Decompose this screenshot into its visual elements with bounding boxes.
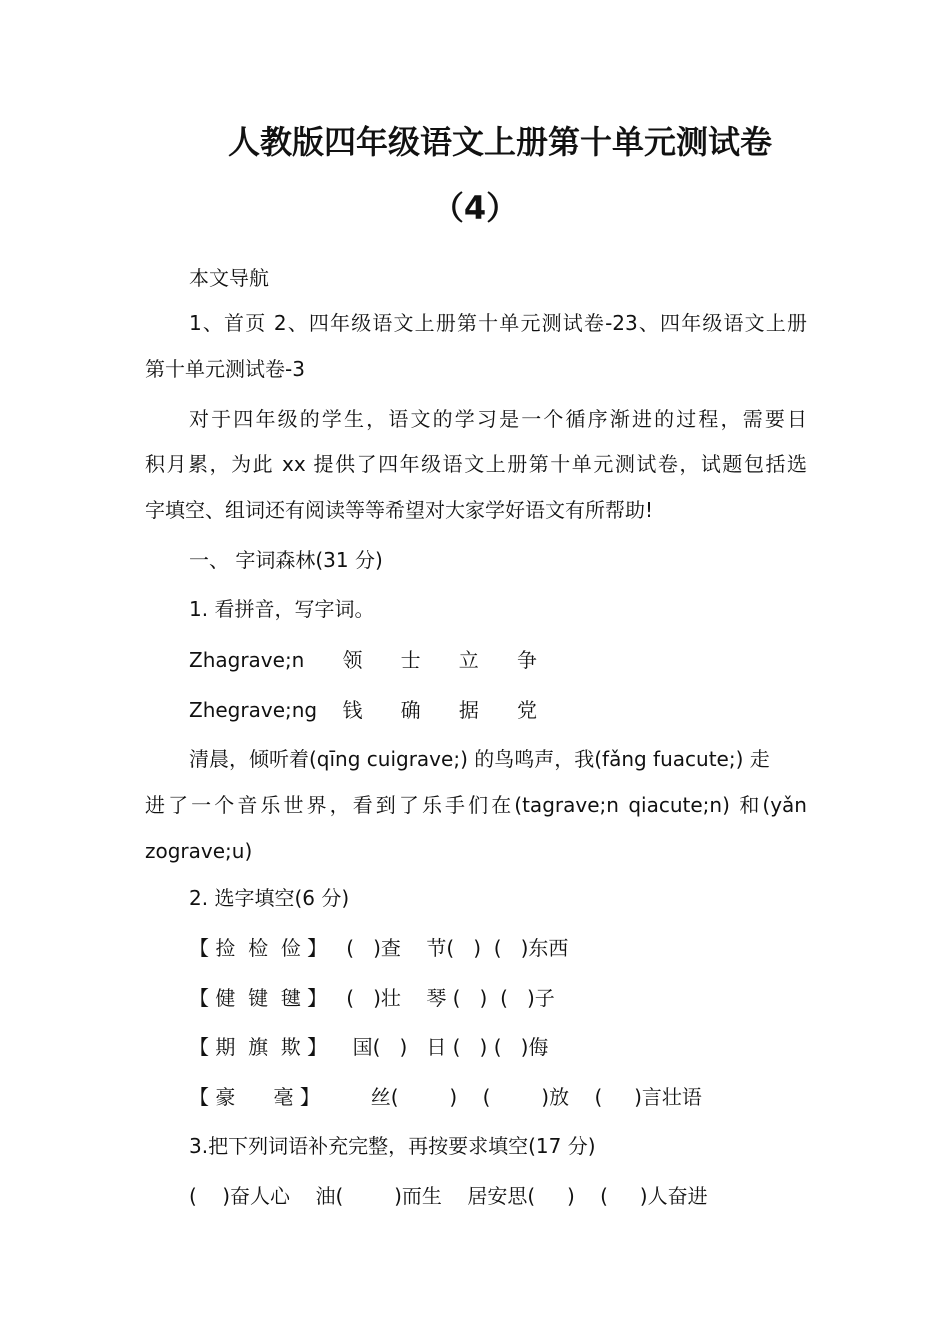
nav-links-line2[interactable]: 第十单元测试卷-3 (145, 357, 305, 381)
intro-line1: 对于四年级的学生，语文的学习是一个循序渐进的过程，需要日 (189, 407, 807, 431)
nav-heading: 本文导航 (189, 266, 269, 290)
q1-row2: Zhegrave;ng 钱 确 据 党 (189, 698, 537, 722)
q1-row1: Zhagrave;n 领 士 立 争 (189, 648, 537, 672)
q3-label: 3.把下列词语补充完整，再按要求填空(17 分) (189, 1134, 596, 1158)
q1-paragraph-line2: 进了一个音乐世界，看到了乐手们在(tagrave;n qiacute;n) 和(yǎn (145, 793, 807, 817)
q1-paragraph-line1: 清晨，倾听着(qīng cuigrave;) 的鸟鸣声，我(fǎng fuacute;) 走 (189, 747, 770, 771)
document-title: 人教版四年级语文上册第十单元测试卷 (227, 123, 772, 161)
intro-line3: 字填空、组词还有阅读等等希望对大家学好语文有所帮助! (145, 498, 654, 522)
intro-line2: 积月累，为此 xx 提供了四年级语文上册第十单元测试卷，试题包括选 (145, 452, 807, 476)
q2-row4: 【 豪 毫 】 丝( ) ( )放 ( )言壮语 (189, 1085, 702, 1109)
section1-heading: 一、 字词森林(31 分) (189, 548, 383, 572)
q2-row2: 【 健 键 毽 】 ( )壮 琴 ( ) ( )子 (189, 986, 555, 1010)
q2-row1: 【 捡 检 俭 】 ( )查 节( ) ( )东西 (189, 936, 569, 960)
q3-row1: ( )奋人心 油( )而生 居安思( ) ( )人奋进 (189, 1184, 708, 1208)
q2-row3: 【 期 旗 欺 】 国( ) 日 ( ) ( )侮 (189, 1035, 549, 1059)
document-title-number: （4） (431, 189, 519, 227)
q1-label: 1. 看拼音，写字词。 (189, 597, 375, 621)
nav-links-line1[interactable]: 1、首页 2、四年级语文上册第十单元测试卷-23、四年级语文上册 (189, 311, 807, 335)
q1-paragraph-line3: zograve;u) (145, 839, 253, 863)
q2-label: 2. 选字填空(6 分) (189, 886, 350, 910)
